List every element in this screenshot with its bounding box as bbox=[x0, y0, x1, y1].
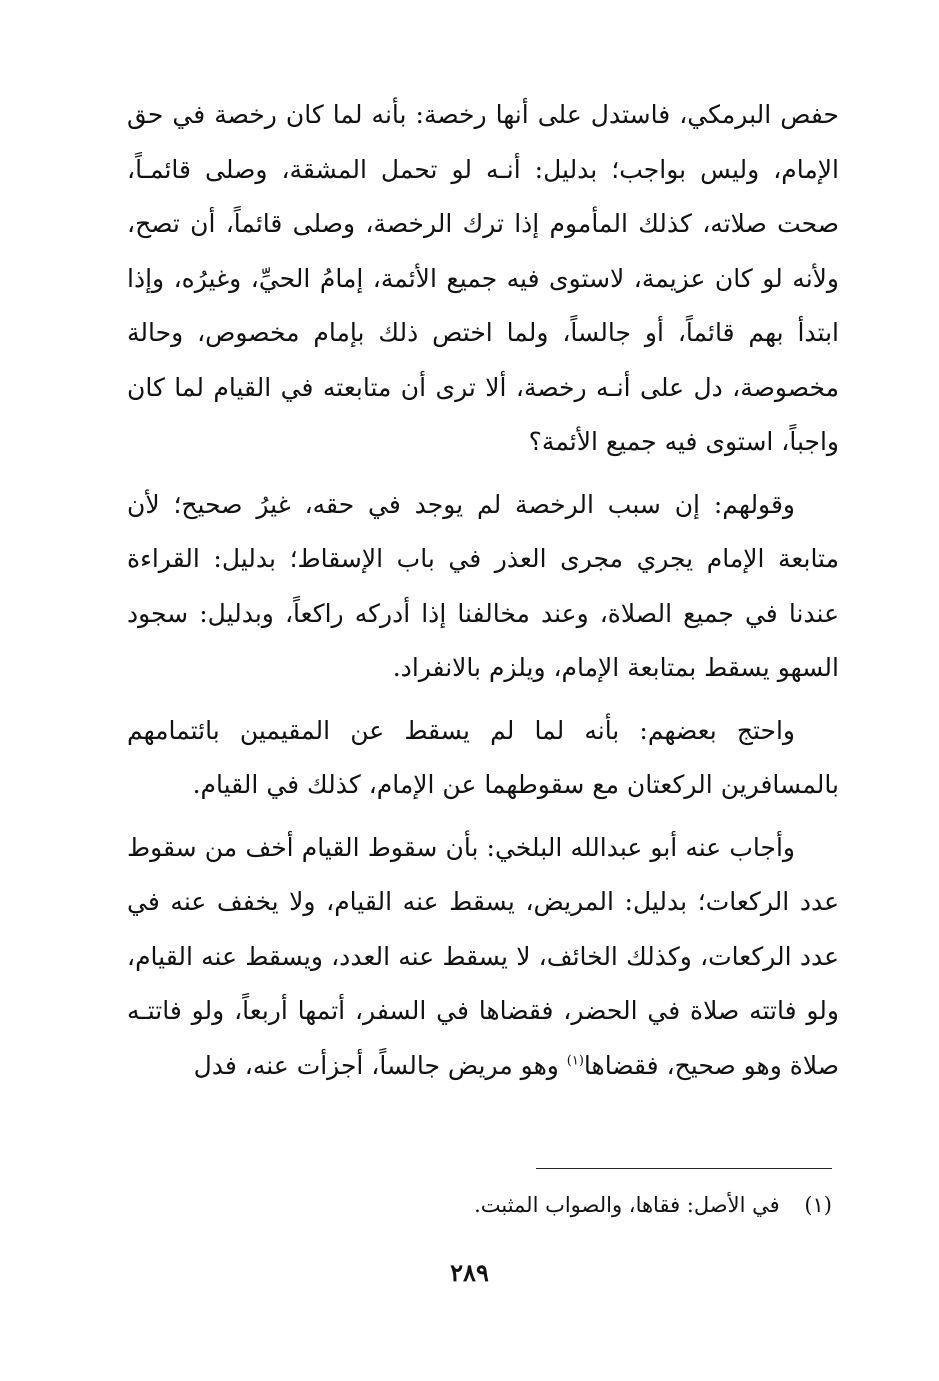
footnote-marker: (١) bbox=[566, 1053, 584, 1069]
paragraph-3: واحتج بعضهم: بأنه لما لم يسقط عن المقيمين بائتمامهم بالمسافرين الركعتان مع سقوطهما عن الإمام، كذلك في القيام. bbox=[127, 715, 839, 799]
paragraph-4 bbox=[127, 821, 839, 1094]
page-number: ٢٨٩ bbox=[450, 1258, 489, 1287]
footnote-number: (١) bbox=[804, 1193, 832, 1217]
paragraph-1: حفص البرمكي، فاستدل على أنها رخصة: بأنه لما كان رخصة في حق الإمام، وليس بواجب؛ بدليل: أنـه لو تحمل المشقة، وصلى قائمـاً، صحت صلاته، كذلك المأموم إذا ترك الرخصة، وصلى قائماً، أن تصح، ولأنه لو كان عزيمة، لاستوى فيه جميع الأئمة، إمامُ الحيِّ، وغيرُه، وإذا ابتدأ بهم قائماً، أو جالساً، ولما اختص ذلك بإمام مخصوص، وحالة مخصوصة، دل على أنـه رخصة، ألا ترى أن متابعته في القيام لما كان واجباً، استوى فيه جميع الأئمة؟ bbox=[127, 100, 839, 456]
footnote-divider bbox=[536, 1168, 832, 1169]
paragraph-4-text-before-marker: وأجاب عنه أبو عبدالله البلخي: بأن سقوط القيام أخف من سقوط عدد الركعات؛ بدليل: المريض، يسقط عنه القيام، ولا يخفف عنه في عدد الركعات، وكذلك الخائف، لا يسقط عنه العدد، ويسقط عنه القيام، ولو فاتته صلاة في الحضر، فقضاها في السفر، أتمها أربعاً، ولو فاتتـه صلاة وهو صحيح، فقضاها bbox=[127, 832, 839, 1080]
paragraph-4-text-after-marker: وهو مريض جالساً، أجزأت عنه، فدل bbox=[193, 1050, 567, 1080]
main-text-body bbox=[127, 88, 839, 1101]
footnote-text: في الأصل: فقاها، والصواب المثبت. bbox=[474, 1193, 780, 1217]
footnote bbox=[474, 1190, 832, 1220]
paragraph-2: وقولهم: إن سبب الرخصة لم يوجد في حقه، غيرُ صحيح؛ لأن متابعة الإمام يجري مجرى العذر في باب الإسقاط؛ بدليل: القراءة عندنا في جميع الصلاة، وعند مخالفنا إذا أدركه راكعاً، وبدليل: سجود السهو يسقط بمتابعة الإمام، ويلزم بالانفراد. bbox=[127, 489, 839, 682]
